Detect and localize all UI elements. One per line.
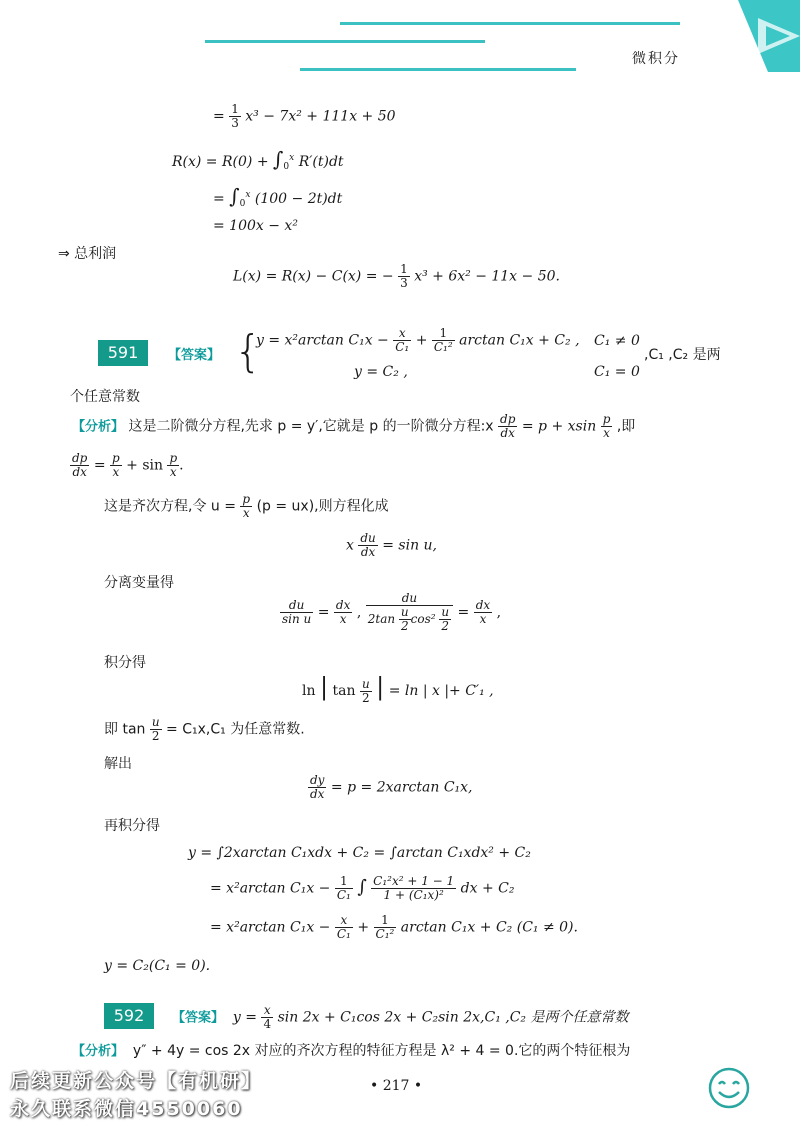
solution-line-4: y = C₂(C₁ = 0). xyxy=(104,958,211,974)
answer-592: 【答案】 y = $\frac{x}{4}$ sin 2x + C₁cos 2x + C₂sin 2x,C₁ ,C₂ 是两个任意常数 xyxy=(172,1003,629,1031)
analysis-592: 【分析】 y″ + 4y = cos 2x 对应的齐次方程的特征方程是 λ² + 4 = 0.它的两个特征根为 xyxy=(72,1043,631,1059)
separation-equation: $\frac{du}{\text{sin u}}$ = $\frac{dx}{x}$ , du 2tan $\frac{u}{2}$ cos² $\frac{u}{2}$ = $\frac{dx}{x}$ , xyxy=(282,591,502,633)
watermark-line-1: 后续更新公众号【有机研】 xyxy=(10,1070,263,1092)
question-number-591: 591 xyxy=(98,340,148,366)
profit-equation: L(x) = R(x) − C(x) = − $\frac{1}{3}$ x³ + 6x² − 11x − 50. xyxy=(233,262,560,290)
page-title: 微积分 xyxy=(632,51,680,67)
smiley-icon xyxy=(707,1066,751,1110)
derivation-line-4: = 100x − x² xyxy=(213,218,298,234)
watermark-line-2: 永久联系微信4550060 xyxy=(10,1098,243,1120)
corner-arrow-icon xyxy=(728,0,800,72)
answer-case-1: y = x²arctan C₁x − $\frac{x}{\text{C₁}}$ + $\frac{1}{\text{C₁²}}$ arctan C₁x + C₂ , xyxy=(256,326,580,354)
then-line: 即 tan $\frac{u}{2}$ = C₁x,C₁ 为任意常数. xyxy=(104,715,305,743)
solve-label: 解出 xyxy=(104,756,132,772)
reintegrate-label: 再积分得 xyxy=(104,818,160,834)
answer-continuation: 个任意常数 xyxy=(70,389,140,405)
profit-label: ⇒ 总利润 xyxy=(58,246,117,262)
solution-line-2: = x²arctan C₁x − $\frac{1}{\text{C₁}}$ ∫ $\frac{\text{C₁²x² + 1 − 1}}{\text{1 + (C₁x)²}}$ dx + C₂ xyxy=(210,874,515,902)
analysis-line: 【分析】 这是二阶微分方程,先求 p = y′,它就是 p 的一阶微分方程:x $\frac{dp}{dx}$ = p + xsin $\frac{p}{x}$ ,即 xyxy=(72,412,636,440)
derivation-line-2: $R(x) = R(0) + \int_0^x$ R′(t)dt xyxy=(172,147,344,172)
answer-tag: 【答案】 xyxy=(168,348,221,363)
answer-suffix: ,C₁ ,C₂ 是两 xyxy=(644,347,721,363)
equation-1: $\frac{dp}{dx}$ = $\frac{p}{x}$ + sin $\frac{p}{x}$ . xyxy=(72,451,184,479)
dy-equation: $\frac{dy}{dx}$ = p = 2xarctan C₁x, xyxy=(310,773,473,801)
header-bar xyxy=(205,40,485,43)
answer-case-2-condition: C₁ = 0 xyxy=(594,364,640,380)
separate-label: 分离变量得 xyxy=(104,575,174,591)
derivation-line-3: = $\int_0^x$ (100 − 2t)dt xyxy=(213,184,343,209)
integrate-label: 积分得 xyxy=(104,655,146,671)
question-number-592: 592 xyxy=(104,1003,154,1029)
header-bar xyxy=(340,22,680,25)
answer-case-1-condition: C₁ ≠ 0 xyxy=(594,333,640,349)
brace: { xyxy=(234,326,262,377)
ln-equation: ln | tan $\frac{u}{2}$ | = ln | x |+ C′₁ , xyxy=(302,673,494,705)
header-bar xyxy=(300,68,576,71)
equation-2: x $\frac{du}{dx}$ = sin u, xyxy=(346,531,438,559)
answer-case-2: y = C₂ , xyxy=(354,364,408,380)
solution-line-3: = x²arctan C₁x − $\frac{x}{\text{C₁}}$ + $\frac{1}{\text{C₁²}}$ arctan C₁x + C₂ (C₁ ≠ 0). xyxy=(210,913,578,941)
homogeneous-line: 这是齐次方程,令 u = $\frac{p}{x}$ (p = ux),则方程化成 xyxy=(104,492,389,520)
page-number: • 217 • xyxy=(370,1078,423,1094)
derivation-line-1: = $\frac{1}{3}$ x³ − 7x² + 111x + 50 xyxy=(213,102,396,130)
solution-line-1: y = ∫2xarctan C₁xdx + C₂ = ∫arctan C₁xdx² + C₂ xyxy=(188,845,531,861)
